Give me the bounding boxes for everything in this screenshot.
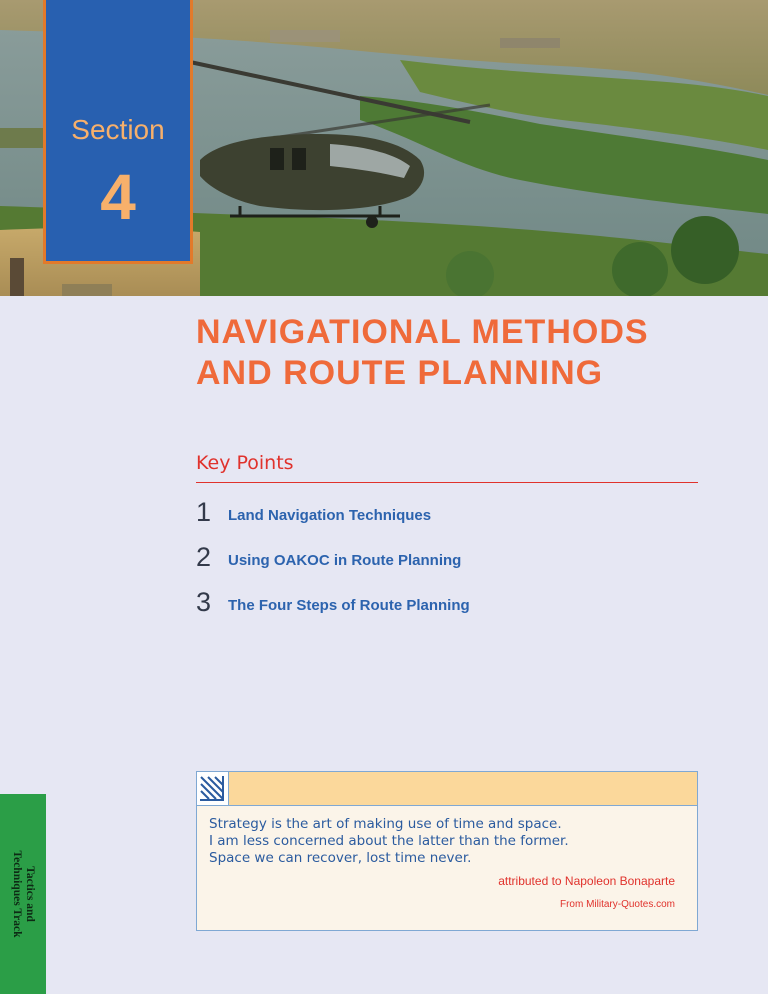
quote-corner-icon	[197, 772, 229, 805]
quote-attribution: attributed to Napoleon Bonaparte	[498, 874, 675, 888]
key-point-number: 3	[196, 587, 212, 617]
key-points-divider	[196, 482, 698, 483]
quote-box	[196, 771, 698, 931]
key-point-text: Using OAKOC in Route Planning	[228, 552, 462, 569]
quote-header-bar	[197, 772, 697, 806]
track-label-line-1: Tactics and	[24, 866, 36, 922]
key-point-number: 2	[196, 542, 212, 572]
section-label: Section	[71, 114, 165, 145]
quote-line: Space we can recover, lost time never.	[209, 850, 472, 866]
track-label-line-2: Techniques Track	[11, 850, 23, 938]
key-points-list	[196, 497, 716, 632]
key-point-number: 1	[196, 497, 212, 527]
quote-source: From Military-Quotes.com	[559, 899, 675, 910]
quote-text	[209, 816, 689, 867]
page-title-line-1: NAVIGATIONAL METHODS	[196, 313, 649, 351]
quote-line: Strategy is the art of making use of time and space.	[209, 816, 562, 832]
section-number: 4	[100, 161, 136, 233]
section-tab	[43, 0, 193, 264]
track-side-tab-label	[0, 794, 46, 994]
quote-line: I am less concerned about the latter than the former.	[209, 833, 569, 849]
key-points-heading: Key Points	[196, 452, 294, 474]
page-title	[196, 312, 736, 394]
key-point-text: Land Navigation Techniques	[228, 507, 432, 524]
key-point-item	[196, 587, 716, 632]
key-point-item	[196, 542, 716, 587]
track-side-tab	[0, 794, 46, 994]
key-point-text: The Four Steps of Route Planning	[228, 597, 470, 614]
page-title-line-2: AND ROUTE PLANNING	[196, 354, 604, 392]
key-point-item	[196, 497, 716, 542]
